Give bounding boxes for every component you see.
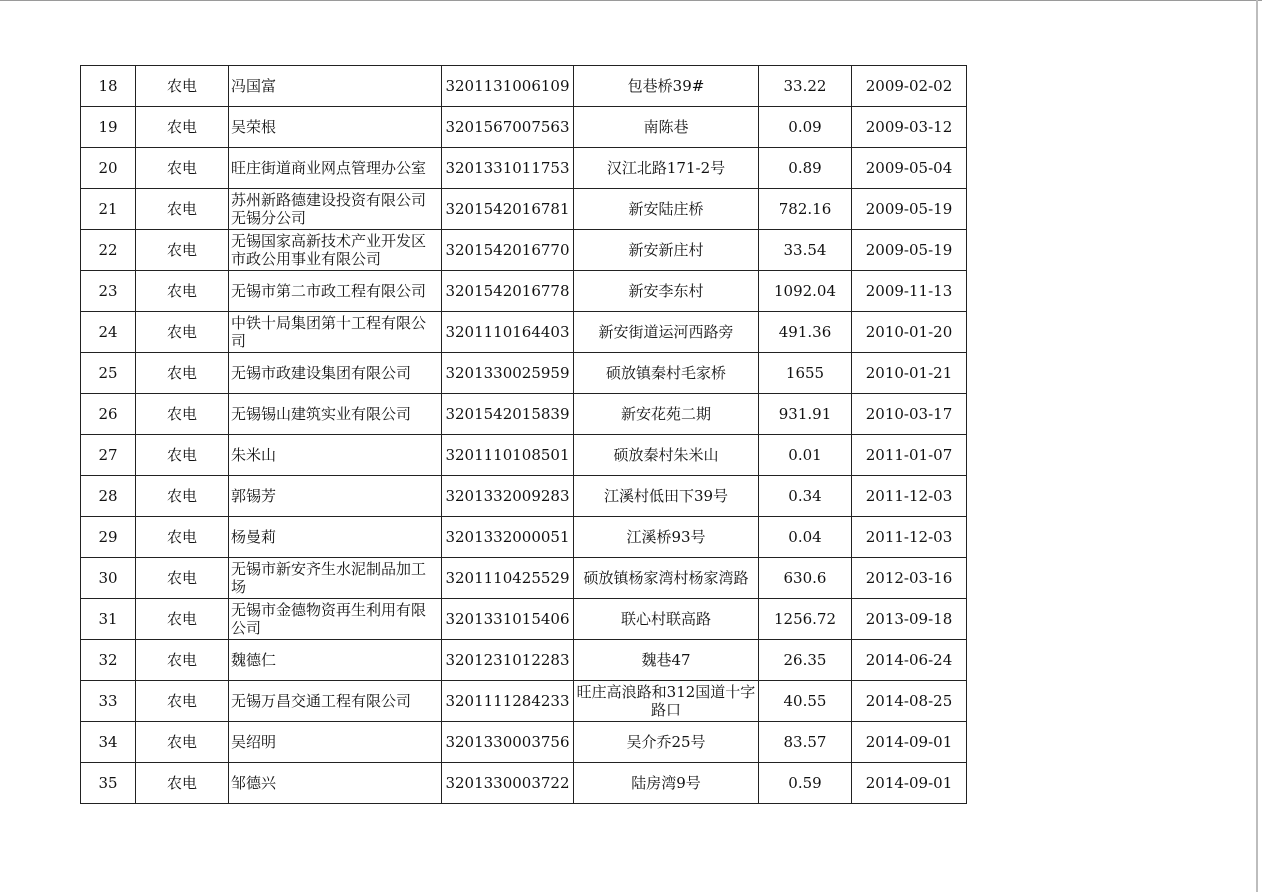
amount-cell: 782.16 <box>759 189 852 230</box>
customer-name-cell: 旺庄街道商业网点管理办公室 <box>229 148 442 189</box>
account-number-cell: 3201110108501 <box>442 435 574 476</box>
customer-name-cell: 无锡市新安齐生水泥制品加工场 <box>229 558 442 599</box>
customer-name-cell: 中铁十局集团第十工程有限公司 <box>229 312 442 353</box>
address-cell: 新安花苑二期 <box>574 394 759 435</box>
category-cell: 农电 <box>136 230 229 271</box>
date-cell: 2010-01-20 <box>852 312 967 353</box>
account-number-cell: 3201111284233 <box>442 681 574 722</box>
table-row <box>81 640 967 681</box>
date-cell: 2014-08-25 <box>852 681 967 722</box>
category-cell: 农电 <box>136 66 229 107</box>
customer-name-cell: 吴荣根 <box>229 107 442 148</box>
amount-cell: 1655 <box>759 353 852 394</box>
table-row <box>81 66 967 107</box>
amount-cell: 0.09 <box>759 107 852 148</box>
category-cell: 农电 <box>136 763 229 804</box>
table-row <box>81 558 967 599</box>
address-cell: 包巷桥39# <box>574 66 759 107</box>
account-number-cell: 3201331015406 <box>442 599 574 640</box>
row-number: 20 <box>81 148 136 189</box>
customer-name-cell: 无锡市金德物资再生利用有限公司 <box>229 599 442 640</box>
account-number-cell: 3201331011753 <box>442 148 574 189</box>
category-cell: 农电 <box>136 394 229 435</box>
row-number: 32 <box>81 640 136 681</box>
customer-name-cell: 无锡国家高新技术产业开发区市政公用事业有限公司 <box>229 230 442 271</box>
page-right-edge <box>1256 0 1258 892</box>
address-cell: 新安街道运河西路旁 <box>574 312 759 353</box>
category-cell: 农电 <box>136 435 229 476</box>
customer-name-cell: 郭锡芳 <box>229 476 442 517</box>
row-number: 33 <box>81 681 136 722</box>
account-number-cell: 3201131006109 <box>442 66 574 107</box>
account-number-cell: 3201567007563 <box>442 107 574 148</box>
category-cell: 农电 <box>136 599 229 640</box>
address-cell: 硕放镇秦村毛家桥 <box>574 353 759 394</box>
date-cell: 2009-02-02 <box>852 66 967 107</box>
date-cell: 2009-05-19 <box>852 189 967 230</box>
date-cell: 2011-12-03 <box>852 517 967 558</box>
date-cell: 2009-05-04 <box>852 148 967 189</box>
row-number: 22 <box>81 230 136 271</box>
amount-cell: 0.04 <box>759 517 852 558</box>
row-number: 19 <box>81 107 136 148</box>
account-number-cell: 3201332009283 <box>442 476 574 517</box>
category-cell: 农电 <box>136 722 229 763</box>
category-cell: 农电 <box>136 271 229 312</box>
address-cell: 硕放秦村朱米山 <box>574 435 759 476</box>
table-row <box>81 722 967 763</box>
table-row <box>81 107 967 148</box>
customer-name-cell: 无锡市政建设集团有限公司 <box>229 353 442 394</box>
account-number-cell: 3201542016778 <box>442 271 574 312</box>
table-row <box>81 763 967 804</box>
date-cell: 2010-03-17 <box>852 394 967 435</box>
category-cell: 农电 <box>136 517 229 558</box>
category-cell: 农电 <box>136 558 229 599</box>
category-cell: 农电 <box>136 681 229 722</box>
customer-name-cell: 朱米山 <box>229 435 442 476</box>
address-cell: 江溪村低田下39号 <box>574 476 759 517</box>
row-number: 30 <box>81 558 136 599</box>
account-number-cell: 3201542016781 <box>442 189 574 230</box>
address-cell: 新安陆庄桥 <box>574 189 759 230</box>
date-cell: 2011-01-07 <box>852 435 967 476</box>
account-number-cell: 3201231012283 <box>442 640 574 681</box>
row-number: 18 <box>81 66 136 107</box>
row-number: 25 <box>81 353 136 394</box>
address-cell: 南陈巷 <box>574 107 759 148</box>
row-number: 35 <box>81 763 136 804</box>
address-cell: 汉江北路171-2号 <box>574 148 759 189</box>
account-number-cell: 3201330025959 <box>442 353 574 394</box>
table-row <box>81 312 967 353</box>
amount-cell: 0.34 <box>759 476 852 517</box>
customer-name-cell: 无锡万昌交通工程有限公司 <box>229 681 442 722</box>
address-cell: 吴介乔25号 <box>574 722 759 763</box>
arrears-table <box>80 65 967 804</box>
account-number-cell: 3201542015839 <box>442 394 574 435</box>
row-number: 27 <box>81 435 136 476</box>
account-number-cell: 3201332000051 <box>442 517 574 558</box>
row-number: 26 <box>81 394 136 435</box>
amount-cell: 1256.72 <box>759 599 852 640</box>
address-cell: 联心村联高路 <box>574 599 759 640</box>
row-number: 28 <box>81 476 136 517</box>
amount-cell: 26.35 <box>759 640 852 681</box>
customer-name-cell: 无锡锡山建筑实业有限公司 <box>229 394 442 435</box>
address-cell: 硕放镇杨家湾村杨家湾路 <box>574 558 759 599</box>
customer-name-cell: 无锡市第二市政工程有限公司 <box>229 271 442 312</box>
row-number: 21 <box>81 189 136 230</box>
table-body <box>81 66 967 804</box>
amount-cell: 931.91 <box>759 394 852 435</box>
customer-name-cell: 冯国富 <box>229 66 442 107</box>
date-cell: 2014-06-24 <box>852 640 967 681</box>
customer-name-cell: 魏德仁 <box>229 640 442 681</box>
table-row <box>81 476 967 517</box>
date-cell: 2009-03-12 <box>852 107 967 148</box>
amount-cell: 491.36 <box>759 312 852 353</box>
amount-cell: 0.01 <box>759 435 852 476</box>
customer-name-cell: 吴绍明 <box>229 722 442 763</box>
category-cell: 农电 <box>136 312 229 353</box>
category-cell: 农电 <box>136 148 229 189</box>
account-number-cell: 3201542016770 <box>442 230 574 271</box>
row-number: 31 <box>81 599 136 640</box>
category-cell: 农电 <box>136 189 229 230</box>
date-cell: 2011-12-03 <box>852 476 967 517</box>
account-number-cell: 3201330003756 <box>442 722 574 763</box>
date-cell: 2009-05-19 <box>852 230 967 271</box>
address-cell: 新安新庄村 <box>574 230 759 271</box>
amount-cell: 1092.04 <box>759 271 852 312</box>
category-cell: 农电 <box>136 640 229 681</box>
amount-cell: 40.55 <box>759 681 852 722</box>
date-cell: 2014-09-01 <box>852 722 967 763</box>
date-cell: 2013-09-18 <box>852 599 967 640</box>
table-row <box>81 230 967 271</box>
amount-cell: 33.54 <box>759 230 852 271</box>
amount-cell: 630.6 <box>759 558 852 599</box>
table-row <box>81 435 967 476</box>
date-cell: 2014-09-01 <box>852 763 967 804</box>
amount-cell: 0.59 <box>759 763 852 804</box>
category-cell: 农电 <box>136 353 229 394</box>
category-cell: 农电 <box>136 476 229 517</box>
address-cell: 江溪桥93号 <box>574 517 759 558</box>
amount-cell: 0.89 <box>759 148 852 189</box>
address-cell: 旺庄高浪路和312国道十字路口 <box>574 681 759 722</box>
row-number: 23 <box>81 271 136 312</box>
table-row <box>81 189 967 230</box>
amount-cell: 83.57 <box>759 722 852 763</box>
table-row <box>81 517 967 558</box>
account-number-cell: 3201110425529 <box>442 558 574 599</box>
table-row <box>81 271 967 312</box>
address-cell: 陆房湾9号 <box>574 763 759 804</box>
account-number-cell: 3201110164403 <box>442 312 574 353</box>
account-number-cell: 3201330003722 <box>442 763 574 804</box>
customer-name-cell: 邹德兴 <box>229 763 442 804</box>
date-cell: 2009-11-13 <box>852 271 967 312</box>
address-cell: 新安李东村 <box>574 271 759 312</box>
customer-name-cell: 苏州新路德建设投资有限公司无锡分公司 <box>229 189 442 230</box>
table-row <box>81 394 967 435</box>
row-number: 24 <box>81 312 136 353</box>
table-row <box>81 148 967 189</box>
category-cell: 农电 <box>136 107 229 148</box>
address-cell: 魏巷47 <box>574 640 759 681</box>
table-row <box>81 681 967 722</box>
customer-name-cell: 杨曼莉 <box>229 517 442 558</box>
table-row <box>81 353 967 394</box>
table-row <box>81 599 967 640</box>
page-top-border <box>0 0 1262 1</box>
amount-cell: 33.22 <box>759 66 852 107</box>
date-cell: 2010-01-21 <box>852 353 967 394</box>
row-number: 29 <box>81 517 136 558</box>
row-number: 34 <box>81 722 136 763</box>
date-cell: 2012-03-16 <box>852 558 967 599</box>
